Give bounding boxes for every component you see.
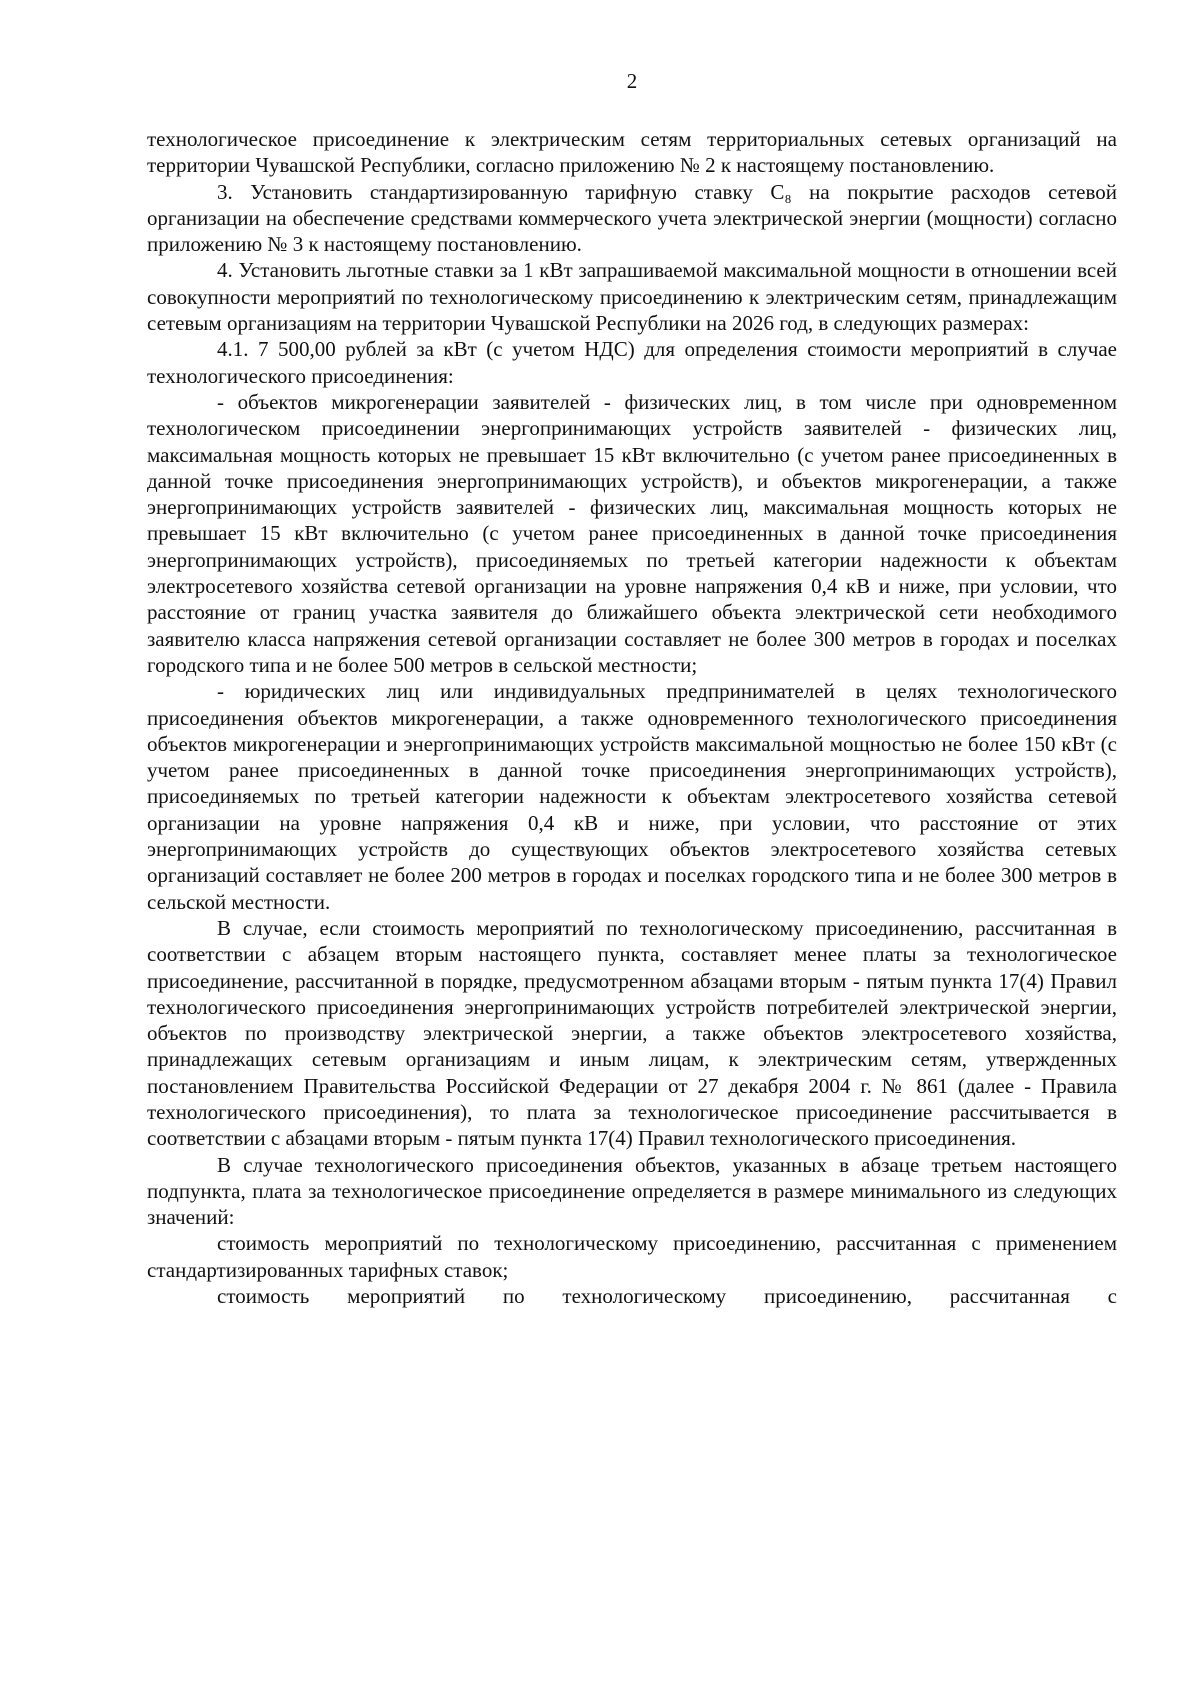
paragraph-continuation: технологическое присоединение к электрическим сетям территориальных сетевых организаций на территории Чувашской Республики, согласно приложению № 2 к настоящему постановлению. — [147, 127, 1117, 178]
paragraph-fee-minimum: В случае технологического присоединения объектов, указанных в абзаце третьем настоящего подпункта, плата за технологическое присоединение определяется в размере минимального из следующих значений: — [147, 1152, 1117, 1230]
paragraph-dash-legal-entities: - юридических лиц или индивидуальных предпринимателей в целях технологического присоединения объектов микрогенерации, а также одновременного технологического присоединения объектов микрогенерации и энергопринимающих устройств максимальной мощностью не более 150 кВт (с учетом ранее присоединенных в данной точке присоединения энергопринимающих устройств), присоединяемых по третьей категории надежности к объектам электросетевого хозяйства сетевой организации на уровне напряжения 0,4 кВ и ниже, при условии, что расстояние от этих энергопринимающих устройств до существующих объектов электросетевого хозяйства сетевых организаций составляет не более 200 метров в городах и поселках городского типа и не более 300 метров в сельской местности. — [147, 679, 1117, 914]
paragraph-dash-individuals: - объектов микрогенерации заявителей - физических лиц, в том числе при одновременном технологическом присоединении энергопринимающих устройств заявителей - физических лиц, максимальная мощность которых не превышает 15 кВт включительно (с учетом ранее присоединенных в данной точке присоединения энергопринимающих устройств), и объектов микрогенерации, а также энергопринимающих устройств заявителей - физических лиц, максимальная мощность которых не превышает 15 кВт включительно (с учетом ранее присоединенных в данной точке присоединения энергопринимающих устройств), присоединяемых по третьей категории надежности к объектам электросетевого хозяйства сетевой организации на уровне напряжения 0,4 кВ и ниже, при условии, что расстояние от границ участка заявителя до ближайшего объекта электрической сети необходимого заявителю класса напряжения сетевой организации составляет не более 300 метров в городах и поселках городского типа и не более 500 метров в сельской местности; — [147, 389, 1117, 677]
paragraph-item-3: 3. Установить стандартизированную тарифную ставку C₈ на покрытие расходов сетевой организации на обеспечение средствами коммерческого учета электрической энергии (мощности) согласно приложению № 3 к настоящему постановлению. — [147, 179, 1117, 257]
page-number: 2 — [626, 69, 638, 93]
document-page — [147, 66, 1117, 1309]
paragraph-cost-comparison: В случае, если стоимость мероприятий по технологическому присоединению, рассчитанная в соответствии с абзацем вторым настоящего пункта, составляет менее платы за технологическое присоединение, рассчитанной в порядке, предусмотренном абзацами вторым - пятым пункта 17(4) Правил технологического присоединения энергопринимающих устройств потребителей электрической энергии, объектов по производству электрической энергии, а также объектов электросетевого хозяйства, принадлежащих сетевым организациям и иным лицам, к электрическим сетям, утвержденных постановлением Правительства Российской Федерации от 27 декабря 2004 г. № 861 (далее - Правила технологического присоединения), то плата за технологическое присоединение рассчитывается в соответствии с абзацами вторым - пятым пункта 17(4) Правил технологического присоединения. — [147, 915, 1117, 1151]
paragraph-item-4: 4. Установить льготные ставки за 1 кВт запрашиваемой максимальной мощности в отношении всей совокупности мероприятий по технологическому присоединению к электрическим сетям, принадлежащим сетевым организациям на территории Чувашской Республики на 2026 год, в следующих размерах: — [147, 258, 1117, 336]
paragraph-option-truncated: стоимость мероприятий по технологическому присоединению, рассчитанная с — [217, 1284, 1117, 1309]
paragraph-item-4-1: 4.1. 7 500,00 рублей за кВт (с учетом НДС) для определения стоимости мероприятий в случае технологического присоединения: — [147, 337, 1117, 388]
paragraph-option-standard-rates: стоимость мероприятий по технологическому присоединению, рассчитанная с применением стандартизированных тарифных ставок; — [147, 1231, 1117, 1282]
